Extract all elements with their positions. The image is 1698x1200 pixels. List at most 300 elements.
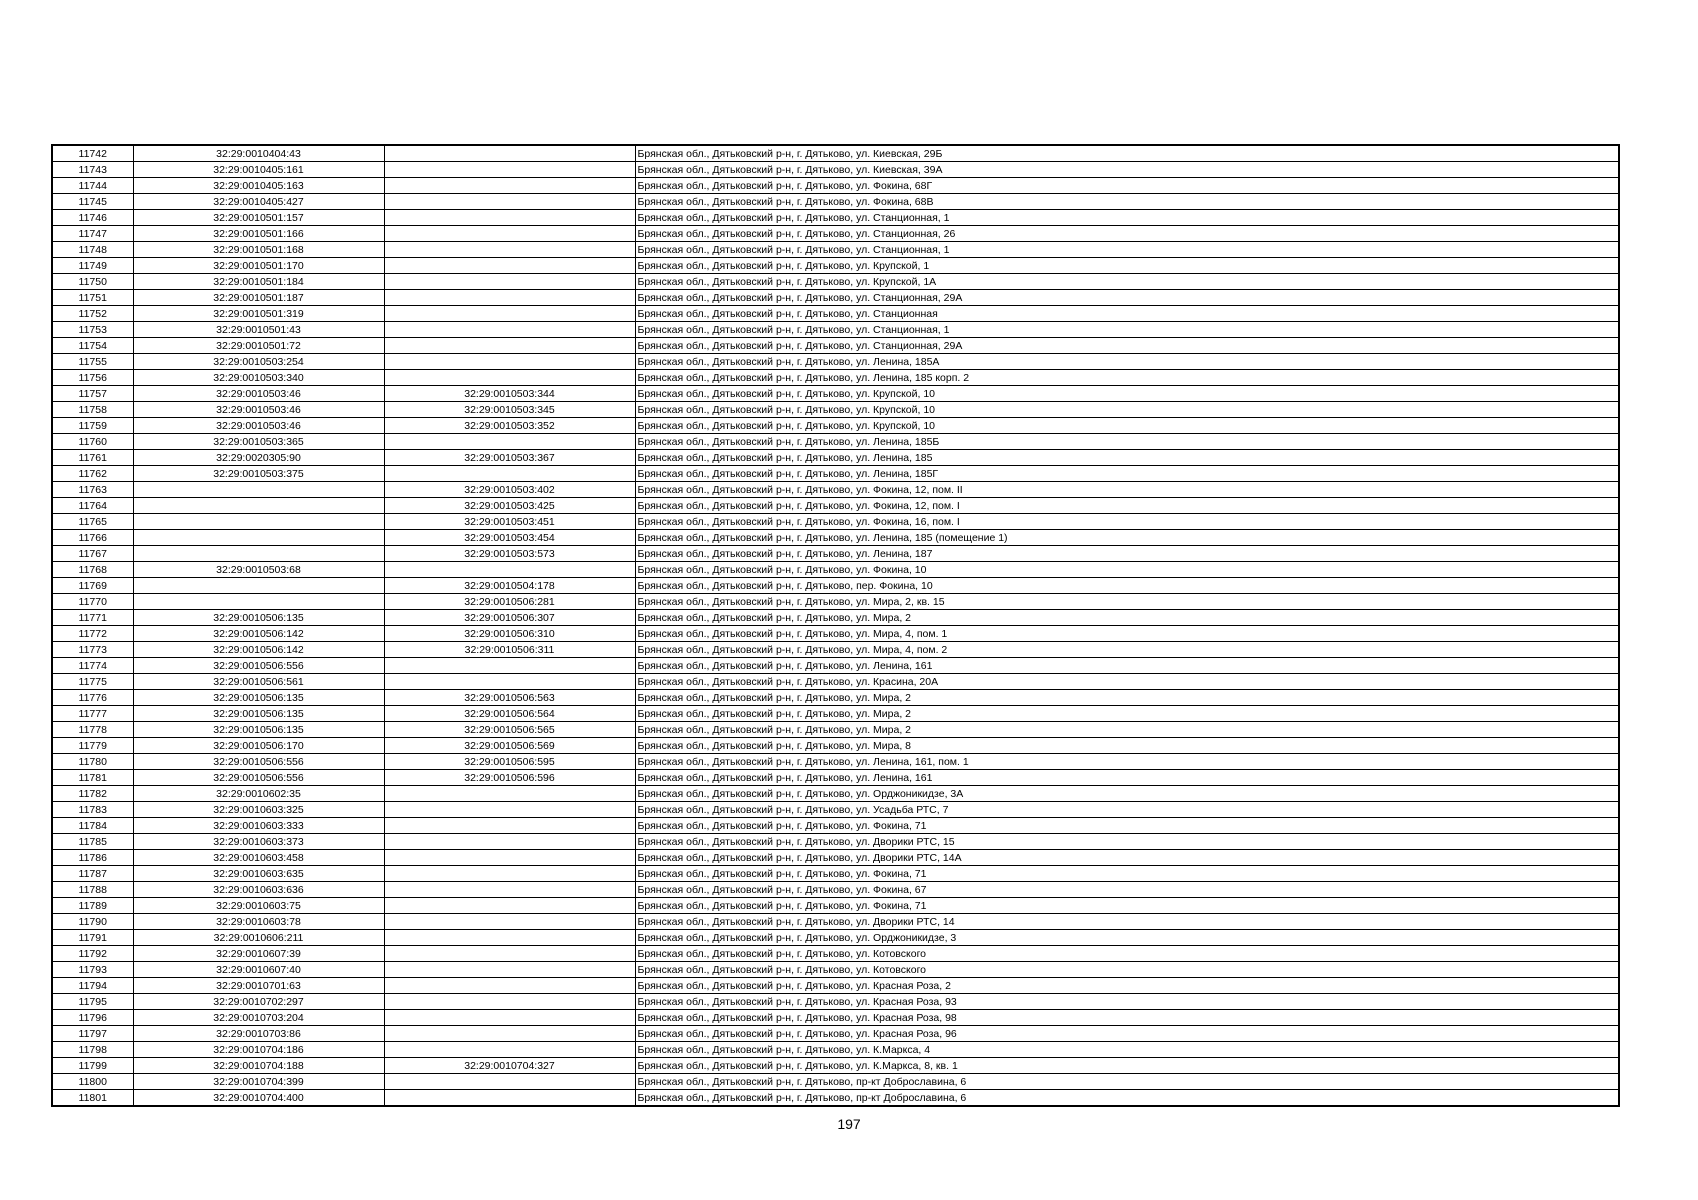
row-number-cell: 11747: [52, 226, 133, 242]
object-number-cell: [384, 242, 635, 258]
cadastral-number-cell: 32:29:0010704:188: [133, 1058, 384, 1074]
object-number-cell: [384, 898, 635, 914]
row-number-cell: 11794: [52, 978, 133, 994]
cadastral-number-cell: 32:29:0010607:39: [133, 946, 384, 962]
table-row: [52, 690, 1619, 706]
object-number-cell: 32:29:0010503:454: [384, 530, 635, 546]
object-number-cell: [384, 306, 635, 322]
cadastral-number-cell: 32:29:0010503:68: [133, 562, 384, 578]
row-number-cell: 11795: [52, 994, 133, 1010]
object-number-cell: [384, 562, 635, 578]
row-number-cell: 11786: [52, 850, 133, 866]
object-number-cell: [384, 194, 635, 210]
table-row: [52, 386, 1619, 402]
cadastral-number-cell: 32:29:0010603:75: [133, 898, 384, 914]
cadastral-number-cell: 32:29:0010501:72: [133, 338, 384, 354]
row-number-cell: 11780: [52, 754, 133, 770]
object-number-cell: [384, 162, 635, 178]
cadastral-number-cell: 32:29:0010607:40: [133, 962, 384, 978]
cadastral-number-cell: 32:29:0010405:161: [133, 162, 384, 178]
cadastral-number-cell: 32:29:0010503:254: [133, 354, 384, 370]
row-number-cell: 11799: [52, 1058, 133, 1074]
address-cell: Брянская обл., Дятьковский р-н, г. Дятьково, ул. Крупской, 10: [635, 386, 1619, 402]
address-cell: Брянская обл., Дятьковский р-н, г. Дятьково, пер. Фокина, 10: [635, 578, 1619, 594]
table-row: [52, 210, 1619, 226]
address-cell: Брянская обл., Дятьковский р-н, г. Дятьково, ул. Станционная: [635, 306, 1619, 322]
object-number-cell: [384, 802, 635, 818]
row-number-cell: 11768: [52, 562, 133, 578]
table-row: [52, 290, 1619, 306]
address-cell: Брянская обл., Дятьковский р-н, г. Дятьково, ул. Мира, 2, кв. 15: [635, 594, 1619, 610]
row-number-cell: 11789: [52, 898, 133, 914]
address-cell: Брянская обл., Дятьковский р-н, г. Дятьково, ул. Ленина, 185 (помещение 1): [635, 530, 1619, 546]
row-number-cell: 11744: [52, 178, 133, 194]
table-row: [52, 722, 1619, 738]
row-number-cell: 11745: [52, 194, 133, 210]
address-cell: Брянская обл., Дятьковский р-н, г. Дятьково, ул. Дворики РТС, 14А: [635, 850, 1619, 866]
address-cell: Брянская обл., Дятьковский р-н, г. Дятьково, ул. Ленина, 161: [635, 658, 1619, 674]
address-cell: Брянская обл., Дятьковский р-н, г. Дятьково, пр-кт Доброславина, 6: [635, 1074, 1619, 1090]
table-row: [52, 706, 1619, 722]
row-number-cell: 11779: [52, 738, 133, 754]
row-number-cell: 11766: [52, 530, 133, 546]
object-number-cell: 32:29:0010503:352: [384, 418, 635, 434]
table-row: [52, 402, 1619, 418]
address-cell: Брянская обл., Дятьковский р-н, г. Дятьково, ул. Крупской, 1А: [635, 274, 1619, 290]
cadastral-number-cell: 32:29:0010703:204: [133, 1010, 384, 1026]
table-row: [52, 1010, 1619, 1026]
cadastral-number-cell: 32:29:0010503:46: [133, 386, 384, 402]
address-cell: Брянская обл., Дятьковский р-н, г. Дятьково, ул. Мира, 4, пом. 2: [635, 642, 1619, 658]
row-number-cell: 11753: [52, 322, 133, 338]
cadastral-number-cell: 32:29:0010501:43: [133, 322, 384, 338]
cadastral-number-cell: 32:29:0010506:561: [133, 674, 384, 690]
address-cell: Брянская обл., Дятьковский р-н, г. Дятьково, ул. Ленина, 185Г: [635, 466, 1619, 482]
table-row: [52, 802, 1619, 818]
row-number-cell: 11782: [52, 786, 133, 802]
address-cell: Брянская обл., Дятьковский р-н, г. Дятьково, ул. Фокина, 12, пом. II: [635, 482, 1619, 498]
cadastral-number-cell: 32:29:0010501:157: [133, 210, 384, 226]
object-number-cell: [384, 290, 635, 306]
row-number-cell: 11790: [52, 914, 133, 930]
cadastral-number-cell: [133, 546, 384, 562]
object-number-cell: 32:29:0010503:402: [384, 482, 635, 498]
address-cell: Брянская обл., Дятьковский р-н, г. Дятьково, ул. Красная Роза, 2: [635, 978, 1619, 994]
row-number-cell: 11773: [52, 642, 133, 658]
row-number-cell: 11757: [52, 386, 133, 402]
address-cell: Брянская обл., Дятьковский р-н, г. Дятьково, ул. Ленина, 187: [635, 546, 1619, 562]
object-number-cell: 32:29:0010503:367: [384, 450, 635, 466]
object-number-cell: [384, 962, 635, 978]
row-number-cell: 11800: [52, 1074, 133, 1090]
object-number-cell: [384, 1010, 635, 1026]
object-number-cell: 32:29:0010504:178: [384, 578, 635, 594]
object-number-cell: [384, 946, 635, 962]
row-number-cell: 11761: [52, 450, 133, 466]
cadastral-number-cell: 32:29:0010603:458: [133, 850, 384, 866]
address-cell: Брянская обл., Дятьковский р-н, г. Дятьково, ул. Дворики РТС, 15: [635, 834, 1619, 850]
object-number-cell: [384, 834, 635, 850]
object-number-cell: [384, 178, 635, 194]
row-number-cell: 11763: [52, 482, 133, 498]
row-number-cell: 11742: [52, 145, 133, 162]
address-cell: Брянская обл., Дятьковский р-н, г. Дятьково, ул. Крупской, 10: [635, 402, 1619, 418]
address-cell: Брянская обл., Дятьковский р-н, г. Дятьково, ул. Фокина, 71: [635, 818, 1619, 834]
address-cell: Брянская обл., Дятьковский р-н, г. Дятьково, ул. Ленина, 185А: [635, 354, 1619, 370]
table-row: [52, 1090, 1619, 1107]
object-number-cell: [384, 338, 635, 354]
cadastral-number-cell: 32:29:0010506:135: [133, 610, 384, 626]
row-number-cell: 11793: [52, 962, 133, 978]
cadastral-number-cell: 32:29:0010503:375: [133, 466, 384, 482]
object-number-cell: [384, 866, 635, 882]
table-row: [52, 370, 1619, 386]
table-row: [52, 946, 1619, 962]
cadastral-number-cell: 32:29:0010603:333: [133, 818, 384, 834]
address-cell: Брянская обл., Дятьковский р-н, г. Дятьково, ул. Фокина, 67: [635, 882, 1619, 898]
table-row: [52, 354, 1619, 370]
row-number-cell: 11777: [52, 706, 133, 722]
table-row: [52, 498, 1619, 514]
cadastral-number-cell: 32:29:0010405:427: [133, 194, 384, 210]
table-row: [52, 434, 1619, 450]
cadastral-number-cell: 32:29:0010506:556: [133, 754, 384, 770]
table-row: [52, 514, 1619, 530]
address-cell: Брянская обл., Дятьковский р-н, г. Дятьково, ул. Станционная, 26: [635, 226, 1619, 242]
object-number-cell: 32:29:0010503:451: [384, 514, 635, 530]
table-row: [52, 546, 1619, 562]
cadastral-number-cell: 32:29:0010602:35: [133, 786, 384, 802]
table-row: [52, 818, 1619, 834]
row-number-cell: 11778: [52, 722, 133, 738]
address-cell: Брянская обл., Дятьковский р-н, г. Дятьково, ул. Фокина, 71: [635, 898, 1619, 914]
row-number-cell: 11767: [52, 546, 133, 562]
object-number-cell: [384, 978, 635, 994]
object-number-cell: 32:29:0010506:569: [384, 738, 635, 754]
row-number-cell: 11771: [52, 610, 133, 626]
cadastral-number-cell: 32:29:0010503:46: [133, 402, 384, 418]
object-number-cell: [384, 818, 635, 834]
row-number-cell: 11743: [52, 162, 133, 178]
cadastral-number-cell: [133, 530, 384, 546]
table-row: [52, 1058, 1619, 1074]
row-number-cell: 11758: [52, 402, 133, 418]
table-row: [52, 306, 1619, 322]
row-number-cell: 11776: [52, 690, 133, 706]
cadastral-number-cell: 32:29:0010501:319: [133, 306, 384, 322]
address-cell: Брянская обл., Дятьковский р-н, г. Дятьково, ул. Котовского: [635, 962, 1619, 978]
object-number-cell: 32:29:0010506:310: [384, 626, 635, 642]
cadastral-number-cell: 32:29:0010603:78: [133, 914, 384, 930]
address-cell: Брянская обл., Дятьковский р-н, г. Дятьково, ул. Мира, 2: [635, 706, 1619, 722]
row-number-cell: 11801: [52, 1090, 133, 1107]
address-cell: Брянская обл., Дятьковский р-н, г. Дятьково, ул. Фокина, 16, пом. I: [635, 514, 1619, 530]
table-row: [52, 322, 1619, 338]
cadastral-number-cell: 32:29:0010506:556: [133, 658, 384, 674]
cadastral-number-cell: 32:29:0010701:63: [133, 978, 384, 994]
cadastral-number-cell: 32:29:0010506:170: [133, 738, 384, 754]
page-number: 197: [837, 1116, 861, 1132]
table-row: [52, 450, 1619, 466]
address-cell: Брянская обл., Дятьковский р-н, г. Дятьково, ул. К.Маркса, 8, кв. 1: [635, 1058, 1619, 1074]
cadastral-number-cell: 32:29:0010503:365: [133, 434, 384, 450]
address-cell: Брянская обл., Дятьковский р-н, г. Дятьково, ул. Мира, 8: [635, 738, 1619, 754]
cadastral-number-cell: 32:29:0010501:166: [133, 226, 384, 242]
cadastral-number-cell: [133, 594, 384, 610]
object-number-cell: 32:29:0010503:345: [384, 402, 635, 418]
cadastral-number-cell: 32:29:0010603:635: [133, 866, 384, 882]
table-row: [52, 1026, 1619, 1042]
table-row: [52, 882, 1619, 898]
row-number-cell: 11796: [52, 1010, 133, 1026]
cadastral-number-cell: 32:29:0010506:142: [133, 642, 384, 658]
cadastral-number-cell: [133, 578, 384, 594]
row-number-cell: 11748: [52, 242, 133, 258]
address-cell: Брянская обл., Дятьковский р-н, г. Дятьково, ул. Котовского: [635, 946, 1619, 962]
cadastral-number-cell: [133, 514, 384, 530]
table-row: [52, 274, 1619, 290]
table-row: [52, 530, 1619, 546]
object-number-cell: [384, 1042, 635, 1058]
cadastral-number-cell: [133, 482, 384, 498]
address-cell: Брянская обл., Дятьковский р-н, г. Дятьково, ул. Ленина, 161: [635, 770, 1619, 786]
row-number-cell: 11755: [52, 354, 133, 370]
row-number-cell: 11764: [52, 498, 133, 514]
address-cell: Брянская обл., Дятьковский р-н, г. Дятьково, ул. Мира, 2: [635, 722, 1619, 738]
object-number-cell: 32:29:0010506:564: [384, 706, 635, 722]
registry-table: [51, 144, 1620, 1107]
object-number-cell: [384, 1074, 635, 1090]
address-cell: Брянская обл., Дятьковский р-н, г. Дятьково, ул. Киевская, 29Б: [635, 145, 1619, 162]
row-number-cell: 11797: [52, 1026, 133, 1042]
row-number-cell: 11746: [52, 210, 133, 226]
address-cell: Брянская обл., Дятьковский р-н, г. Дятьково, ул. Фокина, 71: [635, 866, 1619, 882]
table-row: [52, 242, 1619, 258]
address-cell: Брянская обл., Дятьковский р-н, г. Дятьково, ул. Мира, 2: [635, 690, 1619, 706]
row-number-cell: 11785: [52, 834, 133, 850]
cadastral-number-cell: 32:29:0010506:142: [133, 626, 384, 642]
cadastral-number-cell: 32:29:0010501:168: [133, 242, 384, 258]
object-number-cell: [384, 658, 635, 674]
row-number-cell: 11762: [52, 466, 133, 482]
table-row: [52, 1042, 1619, 1058]
object-number-cell: [384, 466, 635, 482]
object-number-cell: 32:29:0010503:344: [384, 386, 635, 402]
table-row: [52, 786, 1619, 802]
cadastral-number-cell: [133, 498, 384, 514]
object-number-cell: 32:29:0010506:565: [384, 722, 635, 738]
table-row: [52, 338, 1619, 354]
address-cell: Брянская обл., Дятьковский р-н, г. Дятьково, ул. Станционная, 1: [635, 242, 1619, 258]
table-row: [52, 674, 1619, 690]
cadastral-number-cell: 32:29:0010506:556: [133, 770, 384, 786]
address-cell: Брянская обл., Дятьковский р-н, г. Дятьково, ул. К.Маркса, 4: [635, 1042, 1619, 1058]
address-cell: Брянская обл., Дятьковский р-н, г. Дятьково, ул. Крупской, 1: [635, 258, 1619, 274]
object-number-cell: [384, 786, 635, 802]
object-number-cell: 32:29:0010503:573: [384, 546, 635, 562]
object-number-cell: 32:29:0010503:425: [384, 498, 635, 514]
row-number-cell: 11750: [52, 274, 133, 290]
row-number-cell: 11765: [52, 514, 133, 530]
address-cell: Брянская обл., Дятьковский р-н, г. Дятьково, ул. Усадьба РТС, 7: [635, 802, 1619, 818]
table-row: [52, 642, 1619, 658]
object-number-cell: [384, 994, 635, 1010]
table-row: [52, 610, 1619, 626]
table-row: [52, 594, 1619, 610]
cadastral-number-cell: 32:29:0010501:184: [133, 274, 384, 290]
address-cell: Брянская обл., Дятьковский р-н, г. Дятьково, ул. Дворики РТС, 14: [635, 914, 1619, 930]
object-number-cell: [384, 226, 635, 242]
row-number-cell: 11749: [52, 258, 133, 274]
table-row: [52, 418, 1619, 434]
table-row: [52, 930, 1619, 946]
cadastral-number-cell: 32:29:0010506:135: [133, 690, 384, 706]
row-number-cell: 11756: [52, 370, 133, 386]
table-row: [52, 914, 1619, 930]
table-row: [52, 850, 1619, 866]
table-row: [52, 898, 1619, 914]
address-cell: Брянская обл., Дятьковский р-н, г. Дятьково, ул. Фокина, 68Г: [635, 178, 1619, 194]
table-row: [52, 754, 1619, 770]
table-row: [52, 626, 1619, 642]
table-row: [52, 1074, 1619, 1090]
row-number-cell: 11770: [52, 594, 133, 610]
cadastral-number-cell: 32:29:0010501:187: [133, 290, 384, 306]
object-number-cell: [384, 930, 635, 946]
address-cell: Брянская обл., Дятьковский р-н, г. Дятьково, ул. Станционная, 1: [635, 210, 1619, 226]
address-cell: Брянская обл., Дятьковский р-н, г. Дятьково, ул. Красина, 20А: [635, 674, 1619, 690]
object-number-cell: 32:29:0010506:307: [384, 610, 635, 626]
table-row: [52, 194, 1619, 210]
address-cell: Брянская обл., Дятьковский р-н, г. Дятьково, ул. Фокина, 12, пом. I: [635, 498, 1619, 514]
table-row: [52, 145, 1619, 162]
table-row: [52, 482, 1619, 498]
row-number-cell: 11769: [52, 578, 133, 594]
address-cell: Брянская обл., Дятьковский р-н, г. Дятьково, ул. Станционная, 1: [635, 322, 1619, 338]
table-row: [52, 226, 1619, 242]
table-row: [52, 978, 1619, 994]
row-number-cell: 11775: [52, 674, 133, 690]
address-cell: Брянская обл., Дятьковский р-н, г. Дятьково, ул. Крупской, 10: [635, 418, 1619, 434]
cadastral-number-cell: 32:29:0010506:135: [133, 722, 384, 738]
table-row: [52, 466, 1619, 482]
row-number-cell: 11759: [52, 418, 133, 434]
object-number-cell: [384, 370, 635, 386]
row-number-cell: 11783: [52, 802, 133, 818]
object-number-cell: 32:29:0010506:311: [384, 642, 635, 658]
table-row: [52, 962, 1619, 978]
address-cell: Брянская обл., Дятьковский р-н, г. Дятьково, ул. Ленина, 161, пом. 1: [635, 754, 1619, 770]
row-number-cell: 11781: [52, 770, 133, 786]
address-cell: Брянская обл., Дятьковский р-н, г. Дятьково, ул. Станционная, 29А: [635, 290, 1619, 306]
object-number-cell: [384, 882, 635, 898]
address-cell: Брянская обл., Дятьковский р-н, г. Дятьково, ул. Фокина, 68В: [635, 194, 1619, 210]
object-number-cell: [384, 354, 635, 370]
cadastral-number-cell: 32:29:0010501:170: [133, 258, 384, 274]
address-cell: Брянская обл., Дятьковский р-н, г. Дятьково, ул. Фокина, 10: [635, 562, 1619, 578]
address-cell: Брянская обл., Дятьковский р-н, г. Дятьково, ул. Мира, 4, пом. 1: [635, 626, 1619, 642]
cadastral-number-cell: 32:29:0010704:399: [133, 1074, 384, 1090]
row-number-cell: 11760: [52, 434, 133, 450]
table-row: [52, 258, 1619, 274]
row-number-cell: 11788: [52, 882, 133, 898]
object-number-cell: [384, 258, 635, 274]
table-row: [52, 866, 1619, 882]
cadastral-number-cell: 32:29:0010704:186: [133, 1042, 384, 1058]
cadastral-number-cell: 32:29:0010503:340: [133, 370, 384, 386]
object-number-cell: [384, 1090, 635, 1107]
address-cell: Брянская обл., Дятьковский р-н, г. Дятьково, ул. Ленина, 185Б: [635, 434, 1619, 450]
cadastral-number-cell: 32:29:0010603:325: [133, 802, 384, 818]
address-cell: Брянская обл., Дятьковский р-н, г. Дятьково, ул. Ленина, 185 корп. 2: [635, 370, 1619, 386]
row-number-cell: 11774: [52, 658, 133, 674]
row-number-cell: 11752: [52, 306, 133, 322]
cadastral-number-cell: 32:29:0020305:90: [133, 450, 384, 466]
address-cell: Брянская обл., Дятьковский р-н, г. Дятьково, ул. Красная Роза, 93: [635, 994, 1619, 1010]
row-number-cell: 11754: [52, 338, 133, 354]
row-number-cell: 11798: [52, 1042, 133, 1058]
cadastral-number-cell: 32:29:0010704:400: [133, 1090, 384, 1107]
object-number-cell: [384, 322, 635, 338]
row-number-cell: 11772: [52, 626, 133, 642]
address-cell: Брянская обл., Дятьковский р-н, г. Дятьково, ул. Красная Роза, 98: [635, 1010, 1619, 1026]
object-number-cell: [384, 210, 635, 226]
address-cell: Брянская обл., Дятьковский р-н, г. Дятьково, ул. Мира, 2: [635, 610, 1619, 626]
object-number-cell: [384, 1026, 635, 1042]
object-number-cell: [384, 674, 635, 690]
cadastral-number-cell: 32:29:0010506:135: [133, 706, 384, 722]
cadastral-number-cell: 32:29:0010702:297: [133, 994, 384, 1010]
object-number-cell: [384, 914, 635, 930]
table-row: [52, 178, 1619, 194]
cadastral-number-cell: 32:29:0010703:86: [133, 1026, 384, 1042]
cadastral-number-cell: 32:29:0010603:373: [133, 834, 384, 850]
object-number-cell: 32:29:0010506:563: [384, 690, 635, 706]
address-cell: Брянская обл., Дятьковский р-н, г. Дятьково, ул. Ленина, 185: [635, 450, 1619, 466]
address-cell: Брянская обл., Дятьковский р-н, г. Дятьково, ул. Орджоникидзе, 3: [635, 930, 1619, 946]
cadastral-number-cell: 32:29:0010405:163: [133, 178, 384, 194]
table-row: [52, 578, 1619, 594]
table-row: [52, 770, 1619, 786]
table-row: [52, 994, 1619, 1010]
row-number-cell: 11791: [52, 930, 133, 946]
row-number-cell: 11751: [52, 290, 133, 306]
table-row: [52, 658, 1619, 674]
registry-table-body: [52, 145, 1619, 1106]
address-cell: Брянская обл., Дятьковский р-н, г. Дятьково, ул. Киевская, 39А: [635, 162, 1619, 178]
cadastral-number-cell: 32:29:0010503:46: [133, 418, 384, 434]
row-number-cell: 11784: [52, 818, 133, 834]
row-number-cell: 11787: [52, 866, 133, 882]
object-number-cell: 32:29:0010506:281: [384, 594, 635, 610]
address-cell: Брянская обл., Дятьковский р-н, г. Дятьково, пр-кт Доброславина, 6: [635, 1090, 1619, 1107]
object-number-cell: 32:29:0010704:327: [384, 1058, 635, 1074]
cadastral-number-cell: 32:29:0010606:211: [133, 930, 384, 946]
cadastral-number-cell: 32:29:0010603:636: [133, 882, 384, 898]
address-cell: Брянская обл., Дятьковский р-н, г. Дятьково, ул. Красная Роза, 96: [635, 1026, 1619, 1042]
object-number-cell: 32:29:0010506:595: [384, 754, 635, 770]
object-number-cell: 32:29:0010506:596: [384, 770, 635, 786]
address-cell: Брянская обл., Дятьковский р-н, г. Дятьково, ул. Орджоникидзе, 3А: [635, 786, 1619, 802]
table-row: [52, 834, 1619, 850]
table-row: [52, 562, 1619, 578]
object-number-cell: [384, 850, 635, 866]
table-row: [52, 162, 1619, 178]
object-number-cell: [384, 145, 635, 162]
table-row: [52, 738, 1619, 754]
object-number-cell: [384, 274, 635, 290]
object-number-cell: [384, 434, 635, 450]
